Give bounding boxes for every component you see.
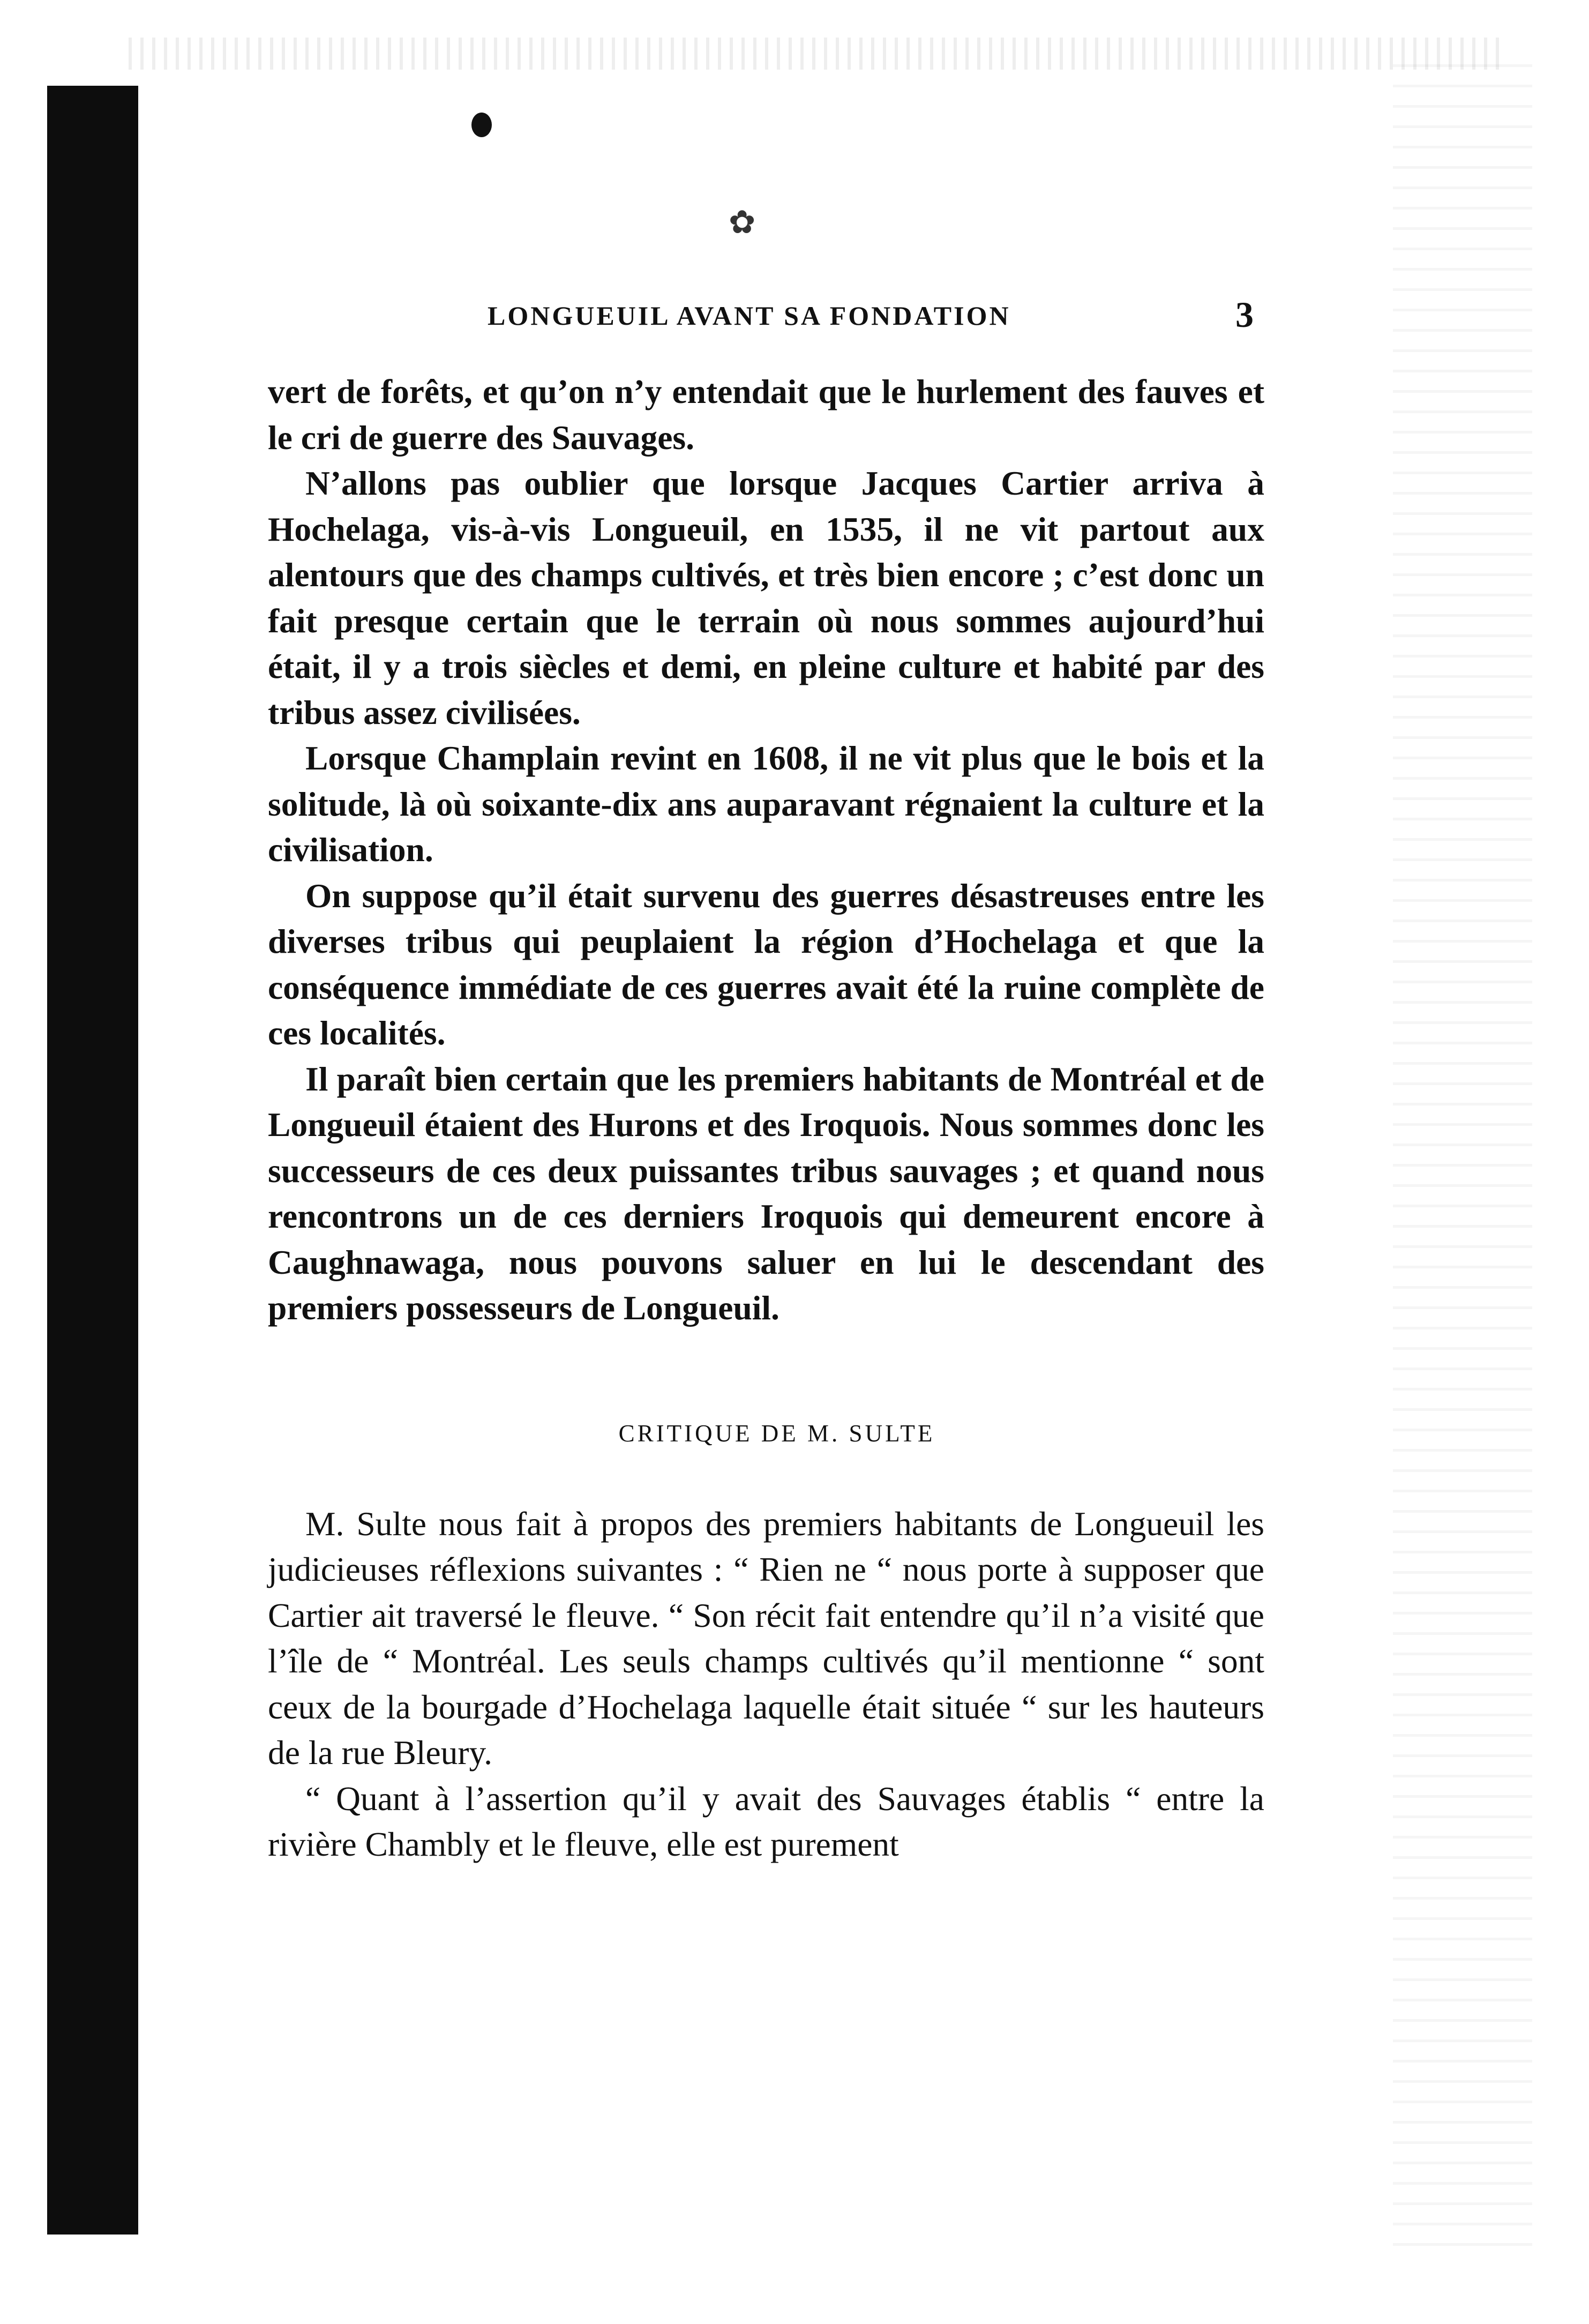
ink-mark: ✿	[729, 204, 756, 241]
paragraph: M. Sulte nous fait à propos des premiers habitants de Longueuil les judicieuses réflexions suivantes : “ Rien ne “ nous porte à supposer que Cartier ait traversé le fleuve. “ Son récit fait entendre qu’il n’a visité que l’île de “ Montréal. Les seuls champs cultivés qu’il mentionne “ sont ceux de la bourgade d’Hochelaga laquelle était située “ sur les hauteurs de la rue Bleury.	[268, 1504, 1264, 1772]
book-page	[268, 294, 1264, 1867]
running-title: LONGUEUIL AVANT SA FONDATION	[488, 301, 1011, 331]
ink-dot	[471, 113, 492, 137]
section-text	[268, 1501, 1264, 1867]
scan-top-noise	[129, 38, 1500, 70]
binding-edge	[47, 86, 138, 2235]
paragraph: “ Quant à l’assertion qu’il y avait des Sauvages établis “ entre la rivière Chambly et le fleuve, elle est purement	[268, 1779, 1264, 1863]
running-head	[268, 294, 1264, 348]
page-number: 3	[1235, 294, 1254, 335]
scan-right-noise	[1393, 64, 1532, 2261]
paragraph: vert de forêts, et qu’on n’y entendait que le hurlement des fauves et le cri de guerre des Sauvages.	[268, 372, 1264, 457]
paragraph: N’allons pas oublier que lorsque Jacques Cartier arriva à Hochelaga, vis-à-vis Longueuil, en 1535, il ne vit partout aux alentours que des champs cultivés, et très bien encore ; c’est donc un fait presque certain que le terrain où nous sommes aujourd’hui était, il y a trois siècles et demi, en pleine culture et habité par des tribus assez civilisées.	[268, 464, 1264, 731]
paragraph: Il paraît bien certain que les premiers habitants de Montréal et de Longueuil étaient des Hurons et des Iroquois. Nous sommes donc les successeurs de ces deux puissantes tribus sauvages ; et quand nous rencontrons un de ces derniers Iroquois qui demeurent encore à Caughnawaga, nous pouvons saluer en lui le descendant des premiers possesseurs de Longueuil.	[268, 1059, 1264, 1327]
section-heading: CRITIQUE DE M. SULTE	[618, 1419, 935, 1447]
paragraph: On suppose qu’il était survenu des guerres désastreuses entre les diverses tribus qui peuplaient la région d’Hochelaga et que la conséquence immédiate de ces guerres avait été la ruine complète de ces localités.	[268, 876, 1264, 1052]
paragraph: Lorsque Champlain revint en 1608, il ne vit plus que le bois et la solitude, là où soixante-dix ans auparavant régnaient la culture et la civilisation.	[268, 739, 1264, 869]
main-text	[268, 369, 1264, 1331]
